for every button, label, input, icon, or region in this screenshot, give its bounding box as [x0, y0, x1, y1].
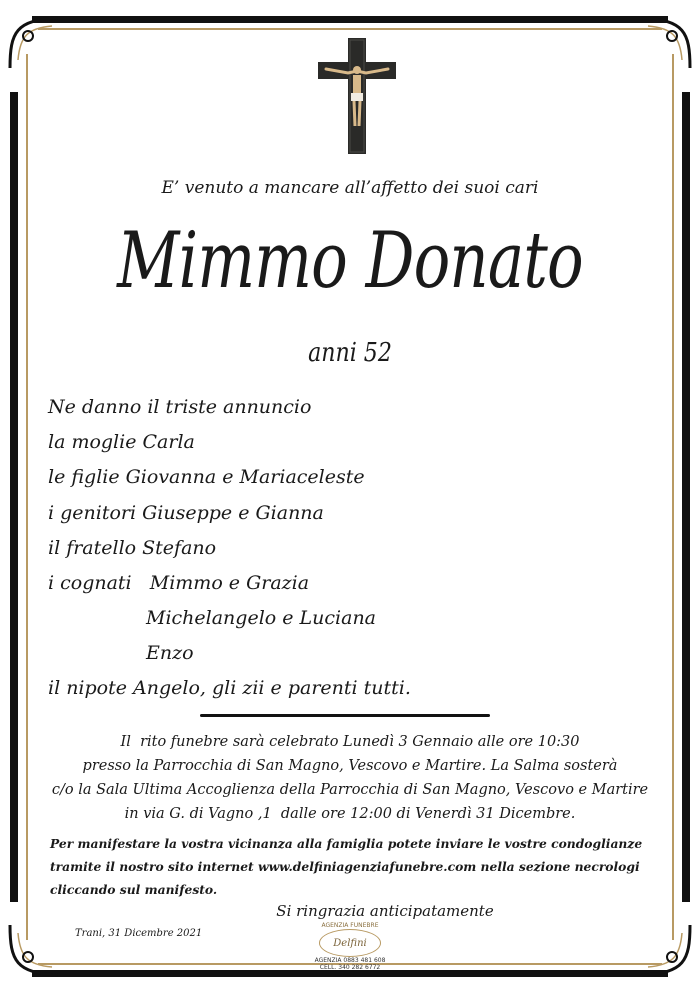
funeral-details-line: Il rito funebre sarà celebrato Lunedì 3 Gennaio alle ore 10:30	[120, 734, 580, 750]
corner-ornament-top-right-icon	[634, 12, 694, 72]
thanks-text: Si ringrazia anticipatamente	[276, 902, 494, 920]
relatives-line: il nipote Angelo, gli zii e parenti tutti.	[48, 677, 411, 699]
logo-tagline: AGENZIA FUNEBRE	[321, 922, 379, 929]
condolence-note-line: tramite il nostro sito internet www.delfiniagenziafunebre.com nella sezione necrologi	[50, 859, 640, 874]
gold-line-top	[38, 28, 662, 30]
condolence-note-line: cliccando sul manifesto.	[50, 882, 218, 897]
relatives-line: i cognati Mimmo e Grazia	[48, 572, 310, 594]
relatives-line: le figlie Giovanna e Mariaceleste	[48, 466, 365, 488]
place-date: Trani, 31 Dicembre 2021	[75, 928, 203, 939]
relatives-line: Enzo	[146, 642, 194, 664]
border-top	[32, 16, 668, 23]
funeral-details-line: presso la Parrocchia di San Magno, Vescovo e Martire. La Salma sosterà	[82, 758, 618, 774]
intro-text: E’ venuto a mancare all’affetto dei suoi cari	[161, 178, 539, 198]
logo-phone-agency: AGENZIA 0883 481 608	[314, 957, 386, 964]
relatives-line: il fratello Stefano	[48, 537, 217, 559]
divider	[200, 714, 490, 717]
corner-ornament-bottom-right-icon	[634, 921, 694, 981]
deceased-name: Mimmo Donato	[117, 216, 583, 306]
relatives-line: Michelangelo e Luciana	[146, 607, 377, 629]
border-left	[10, 92, 18, 902]
logo-oval	[319, 929, 381, 957]
corner-ornament-bottom-left-icon	[6, 921, 66, 981]
condolence-note-line: Per manifestare la vostra vicinanza alla famiglia potete inviare le vostre condoglianze	[50, 836, 643, 851]
corner-ornament-top-left-icon	[6, 12, 66, 72]
crucifix-icon	[318, 38, 396, 154]
deceased-age: anni 52	[308, 338, 392, 368]
relatives-line: la moglie Carla	[48, 431, 195, 453]
logo-phone-cell: CELL. 340 282 6772	[319, 964, 381, 971]
border-right	[682, 92, 690, 902]
logo-brand: Delfini	[333, 937, 367, 949]
agency-logo	[300, 922, 400, 982]
funeral-details-line: in via G. di Vagno ,1 dalle ore 12:00 di Venerdì 31 Dicembre.	[124, 806, 576, 822]
funeral-details-line: c/o la Sala Ultima Accoglienza della Parrocchia di San Magno, Vescovo e Martire	[51, 782, 649, 798]
relatives-line: Ne danno il triste annuncio	[48, 396, 312, 418]
relatives-line: i genitori Giuseppe e Gianna	[48, 502, 324, 524]
